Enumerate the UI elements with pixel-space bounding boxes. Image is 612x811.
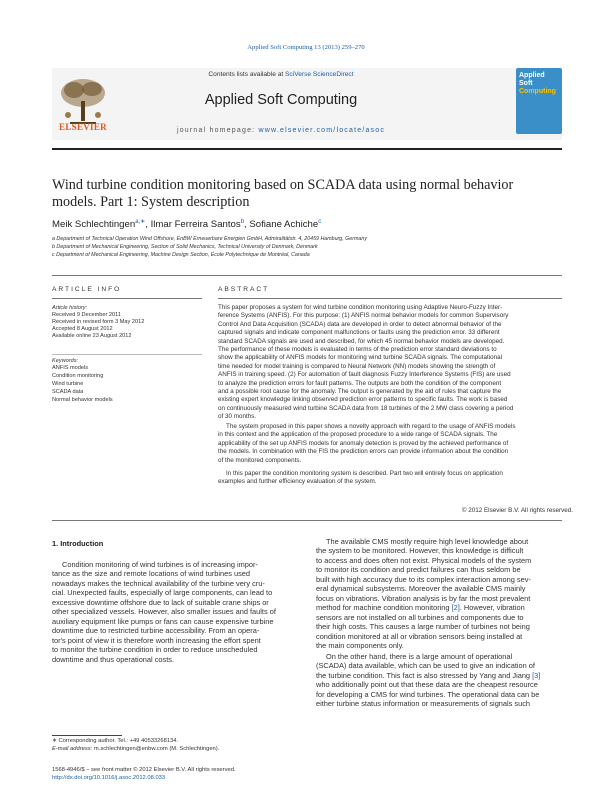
body-line: eral dynamical subsystems. Moreover the available CMS mainly: [316, 584, 526, 594]
abstract-line: of the monitored components.: [218, 456, 302, 464]
body-line: tor's point of view it is therefore worth increasing the effort spent: [52, 635, 261, 645]
abstract-divider: [218, 298, 562, 299]
journal-name: Applied Soft Computing: [204, 92, 358, 108]
abstract-bottom-divider: [52, 520, 562, 521]
body-line: On the other hand, there is a large amount of operational: [326, 652, 513, 661]
citation-link-2[interactable]: [2]: [451, 603, 460, 613]
abstract-line: of 30 months.: [218, 413, 257, 421]
body-line: [316, 603, 572, 612]
title-line-2: models. Part 1: System description: [52, 194, 250, 210]
abstract-line: ANFIS in training speed. (2) For automation of fault diagnosis Fuzzy Interference Systems (FIS) are used: [218, 371, 511, 379]
abstract-line: in this context and the application of the proposed procedure to a wide range of SCADA signals. The: [218, 431, 498, 439]
body-line: either turbine status information or measurements of signals such: [316, 699, 531, 709]
body-line: excessive downtime offshore due to lack of suitable crane ships or: [52, 597, 269, 607]
body-line: cial. Unexpected faults, especially of large components, can lead to: [52, 588, 273, 598]
abstract-line: applicability of the set up ANFIS models for anomaly detection is proved by the achieved performance of: [218, 439, 509, 447]
body-line: [316, 671, 572, 680]
body-line: their high costs. This causes a large number of turbines not being: [316, 622, 530, 632]
keyword-item: Condition monitoring: [52, 373, 104, 379]
email-address[interactable]: m.schlechtingen@enbw.com (M. Schlechtingen).: [93, 746, 220, 752]
corresponding-author-note: ∗ Corresponding author. Tel.: +49 40533268134.: [52, 738, 179, 744]
abstract-line: This paper proposes a system for wind turbine condition monitoring using Adaptive Neuro-Fuzzy Inter-: [218, 304, 503, 311]
body-line: to monitor the turbine condition in order to reduce unscheduled: [52, 645, 258, 655]
body-line: other specialized vessels. However, also smaller issues and faults of: [52, 607, 276, 617]
author-name[interactable]: Sofiane Achiche: [249, 219, 319, 231]
body-line: downtime and thus operational costs.: [52, 654, 175, 664]
abstract-line: ference Systems (ANFIS). For this purpose: (1) ANFIS normal behavior models for common Supervisory: [218, 312, 509, 320]
sciverse-link[interactable]: SciVerse ScienceDirect: [285, 71, 354, 78]
author-separator: ,: [244, 219, 250, 231]
body-line: condition monitored at all or vibration sensors being installed at: [316, 631, 523, 641]
body-line: to access and does often not exist. Physical models of the system: [316, 555, 532, 565]
abstract-line: The performance of these models is evaluated in terms of the prediction error standard deviations to: [218, 346, 497, 354]
contents-prefix: Contents lists available at: [208, 71, 286, 78]
cover-line-1: Applied: [519, 72, 545, 79]
abstract-line: captured signals and indicate component malfunctions or faults using the prediction error. 33 different: [218, 329, 500, 337]
publisher-logo-text: ELSEVIER: [59, 122, 107, 132]
body-line: nowadays makes the technical availability of the turbine very cru-: [52, 578, 265, 588]
author-name[interactable]: Ilmar Ferreira Santos: [150, 219, 241, 231]
title-line-1: Wind turbine condition monitoring based on SCADA data using normal behavior: [52, 177, 514, 193]
keyword-item: ANFIS models: [52, 365, 89, 371]
body-line: auxiliary equipment like pumps or fans can cause expensive turbine: [52, 616, 274, 626]
journal-citation[interactable]: Applied Soft Computing 13 (2013) 259–270: [247, 44, 365, 51]
keyword-item: Normal behavior models: [52, 397, 113, 403]
body-line: to monitor its condition and predict failures can thus seldom be: [316, 565, 521, 575]
email-label: E-mail address:: [52, 746, 94, 752]
body-line-text: the turbine condition. This fact is also stressed by Yang and Jiang: [316, 670, 533, 680]
article-info-divider: [52, 298, 202, 299]
journal-homepage-line: [120, 127, 442, 134]
body-line: (SCADA) data available, which can be used to give an indication of: [316, 661, 535, 671]
body-line: The available CMS mostly require high level knowledge about: [326, 537, 529, 546]
history-label: Article history:: [52, 305, 88, 311]
history-item: Received in revised form 3 May 2012: [52, 319, 145, 325]
abstract-line: to analyze the prediction errors for fault patterns. The outputs are both the condition of the component: [218, 379, 502, 387]
keywords-label: Keywords:: [52, 358, 79, 364]
body-line: who additionally point out that these data are the cheapest resource: [316, 680, 538, 690]
author-affiliation-marker[interactable]: b: [240, 219, 245, 225]
body-line: sensors are not installed on all turbines and components due to: [316, 612, 524, 622]
abstract-paragraph-3: [218, 470, 573, 487]
history-item: Received 9 December 2011: [52, 312, 121, 318]
body-line: downtime due to restricted turbine accessibility. From an opera-: [52, 626, 260, 636]
body-line: the main components only.: [316, 640, 404, 650]
homepage-prefix: journal homepage:: [176, 127, 259, 134]
intro-right-paragraph-1: [316, 537, 572, 650]
body-line: focus on vibrations. Vibration analysis is by far the most prevalent: [316, 593, 531, 603]
abstract-line: the models. In combination with the FIS the prediction errors can provide information about the condition: [218, 448, 509, 456]
affiliations-divider: [52, 275, 562, 276]
body-line: the system to be monitored. However, this knowledge is difficult: [316, 546, 524, 556]
abstract-line: The system proposed in this paper shows a novelty approach with regard to the usage of ANFIS models: [226, 423, 516, 430]
affiliation-c: c Department of Mechanical Engineering, Machine Design Section, École Polytechnique de Montréal, Canada: [52, 252, 310, 258]
abstract-heading: ABSTRACT: [218, 286, 270, 293]
footnote-rule: [52, 735, 122, 736]
abstract-line: time needed for model training is compared to Neural Network (NN) models showing the strength of: [218, 362, 496, 370]
body-line: Condition monitoring of wind turbines is of increasing impor-: [62, 560, 258, 569]
keyword-item: Wind turbine: [52, 381, 84, 387]
cover-line-2: Soft: [519, 80, 533, 87]
intro-right-paragraph-2: [316, 652, 572, 709]
abstract-line: existing expert knowledge linking observed prediction error patterns to specific faults. The work is based: [218, 396, 508, 404]
abstract-line: examples and further efficiency evaluation of the system.: [218, 478, 377, 486]
author-list: [52, 218, 572, 230]
copyright-notice: © 2012 Elsevier B.V. All rights reserved.: [461, 507, 573, 514]
abstract-line: on continuously measured wind turbine SCADA data from 18 turbines of the 2 MW class covering a period: [218, 404, 514, 412]
abstract-paragraph-2: [218, 423, 573, 465]
intro-left-paragraph: [52, 560, 300, 664]
author-separator: ,: [145, 219, 151, 231]
email-note: [52, 746, 292, 752]
abstract-line: and a possible root cause for the anomaly. The output is generated by the aid of rules that capture the: [218, 388, 502, 396]
body-line: tance as the size and remote locations of wind turbines used: [52, 569, 251, 579]
history-item: Accepted 8 August 2012: [52, 326, 113, 332]
article-info-heading: ARTICLE INFO: [52, 286, 122, 293]
abstract-line: standard SCADA signals are used and described, for which 45 normal behavior models are developed.: [218, 337, 505, 345]
author-affiliation-marker[interactable]: a,∗: [135, 219, 146, 225]
article-title: [52, 177, 572, 211]
homepage-link[interactable]: www.elsevier.com/locate/asoc: [258, 127, 386, 134]
affiliation-b: b Department of Mechanical Engineering, Section of Solid Mechanics, Technical University of Denmark, Denmark: [52, 244, 318, 250]
abstract-line: show the applicability of ANFIS models for monitoring wind turbine SCADA signals. The computational: [218, 354, 503, 362]
body-line: built with high accuracy due to its complex interaction among sev-: [316, 574, 531, 584]
citation-link-3[interactable]: [3]: [532, 670, 541, 680]
body-line-text: . However, vibration: [459, 603, 525, 613]
contents-available-line: [120, 71, 442, 78]
abstract-line: Control And Data Acquisition (SCADA) data are developed in order to detect abnormal behavior of the: [218, 320, 502, 328]
abstract-line: In this paper the condition monitoring system is described. Part two will entirely focus on application: [226, 470, 503, 477]
history-item: Available online 23 August 2012: [52, 333, 132, 339]
doi-link[interactable]: http://dx.doi.org/10.1016/j.asoc.2012.08.033: [52, 775, 166, 781]
keyword-item: SCADA data: [52, 389, 84, 395]
journal-cover-title: [519, 72, 561, 96]
author-affiliation-marker[interactable]: c: [318, 219, 322, 225]
affiliation-a: a Department of Technical Operation Wind Offshore, EnBW Erneuerbare Energien GmbH, Admiralitätstr. 4, 20459 Hamburg, Germany: [52, 236, 367, 242]
issn-line: 1568-4946/$ – see front matter © 2012 Elsevier B.V. All rights reserved.: [52, 767, 236, 773]
body-line: for developing a CMS for wind turbines. The operational data can be: [316, 689, 540, 699]
abstract-paragraph-1: [218, 304, 573, 422]
author-name[interactable]: Meik Schlechtingen: [52, 219, 136, 231]
cover-line-3: Computing: [519, 88, 556, 95]
section-heading-introduction: 1. Introduction: [52, 539, 104, 548]
header-divider: [52, 148, 562, 150]
body-line-text: method for machine condition monitoring: [316, 603, 452, 613]
keywords-divider: [52, 354, 202, 355]
